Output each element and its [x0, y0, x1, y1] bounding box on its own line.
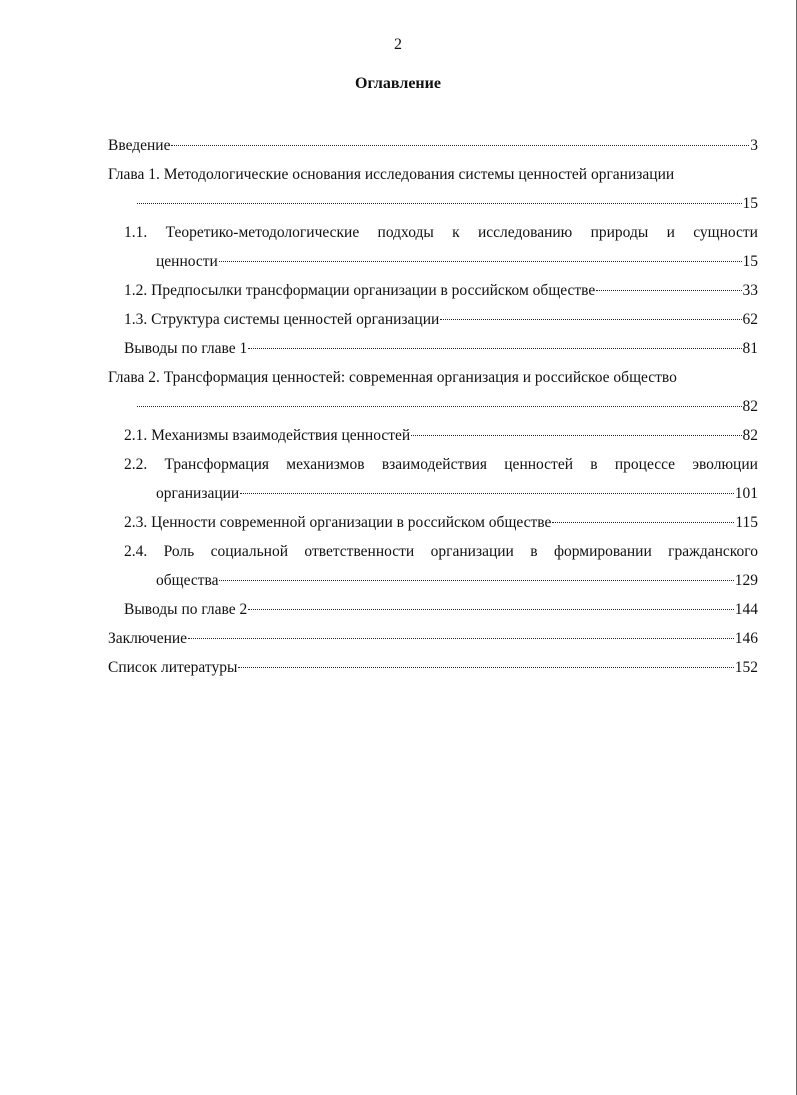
toc-entry-section-2-1[interactable]	[124, 421, 758, 450]
toc-entry-text: 2.1. Механизмы взаимодействия ценностей	[124, 427, 411, 444]
toc-entry-chapter-1[interactable]	[108, 160, 758, 218]
toc-entry-text: 1.1. Теоретико-методологические подходы к исследованию природы и сущности	[124, 224, 758, 241]
toc-entry-text-cont: организации	[156, 485, 240, 502]
dot-leader	[248, 347, 741, 349]
dot-leader	[440, 318, 741, 320]
toc-entry-conclusion[interactable]	[108, 624, 758, 653]
toc-page-number: 101	[734, 485, 758, 502]
toc-page-number: 146	[734, 630, 758, 647]
toc-entry-text: Выводы по главе 1	[124, 340, 248, 357]
toc-page-number: 15	[742, 195, 758, 212]
dot-leader	[248, 608, 733, 610]
dot-leader	[137, 202, 742, 204]
toc-page-number: 15	[742, 253, 758, 270]
toc-entry-text: 1.2. Предпосылки трансформации организации в российском обществе	[124, 282, 596, 299]
toc-page-number: 129	[734, 572, 758, 589]
toc-page-number: 144	[734, 601, 758, 618]
dot-leader	[171, 144, 749, 146]
toc-page-number: 82	[742, 398, 758, 415]
toc-entry-text: Заключение	[108, 630, 188, 647]
toc-entry-section-2-3[interactable]	[124, 508, 758, 537]
dot-leader	[552, 521, 734, 523]
toc-entry-section-2-4[interactable]	[124, 537, 758, 595]
toc-page-number: 115	[735, 514, 758, 531]
toc-title: Оглавление	[355, 75, 441, 92]
toc-entry-text: Список литературы	[108, 659, 238, 676]
toc-page-number: 62	[742, 311, 758, 328]
toc-entry-text-cont: ценности	[156, 253, 218, 270]
toc-page-number: 152	[734, 659, 758, 676]
toc-page-number: 82	[742, 427, 758, 444]
toc-entry-section-1-2[interactable]	[124, 276, 758, 305]
toc-entry-section-1-3[interactable]	[124, 305, 758, 334]
toc-entry-conclusions-2[interactable]	[124, 595, 758, 624]
toc-entry-text: Введение	[108, 137, 171, 154]
toc-entry-text: Глава 2. Трансформация ценностей: современная организация и российское общество	[108, 369, 677, 386]
toc-entry-introduction[interactable]	[108, 131, 758, 160]
dot-leader	[219, 260, 742, 262]
toc-entry-section-2-2[interactable]	[124, 450, 758, 508]
toc-entry-text: 1.3. Структура системы ценностей организации	[124, 311, 440, 328]
toc-entry-text-cont: общества	[156, 572, 219, 589]
toc-entry-section-1-1[interactable]	[124, 218, 758, 276]
dot-leader	[596, 289, 741, 291]
dot-leader	[188, 637, 734, 639]
dot-leader	[137, 405, 742, 407]
toc-page-number: 81	[742, 340, 758, 357]
toc-entry-text: 2.3. Ценности современной организации в российском обществе	[124, 514, 552, 531]
toc-entry-references[interactable]	[108, 653, 758, 682]
toc-entry-text: Выводы по главе 2	[124, 601, 248, 618]
toc-page-number: 33	[742, 282, 758, 299]
dot-leader	[219, 579, 733, 581]
toc-entry-conclusions-1[interactable]	[124, 334, 758, 363]
page-number: 2	[394, 36, 402, 53]
toc-entry-text: 2.2. Трансформация механизмов взаимодействия ценностей в процессе эволюции	[124, 456, 758, 473]
toc-entry-text: 2.4. Роль социальной ответственности организации в формировании гражданского	[124, 543, 758, 560]
dot-leader	[238, 666, 733, 668]
dot-leader	[411, 434, 741, 436]
toc-entry-text: Глава 1. Методологические основания исследования системы ценностей организации	[108, 166, 675, 183]
toc-page-number: 3	[750, 137, 758, 154]
toc-entry-chapter-2[interactable]	[108, 363, 758, 421]
dot-leader	[240, 492, 734, 494]
